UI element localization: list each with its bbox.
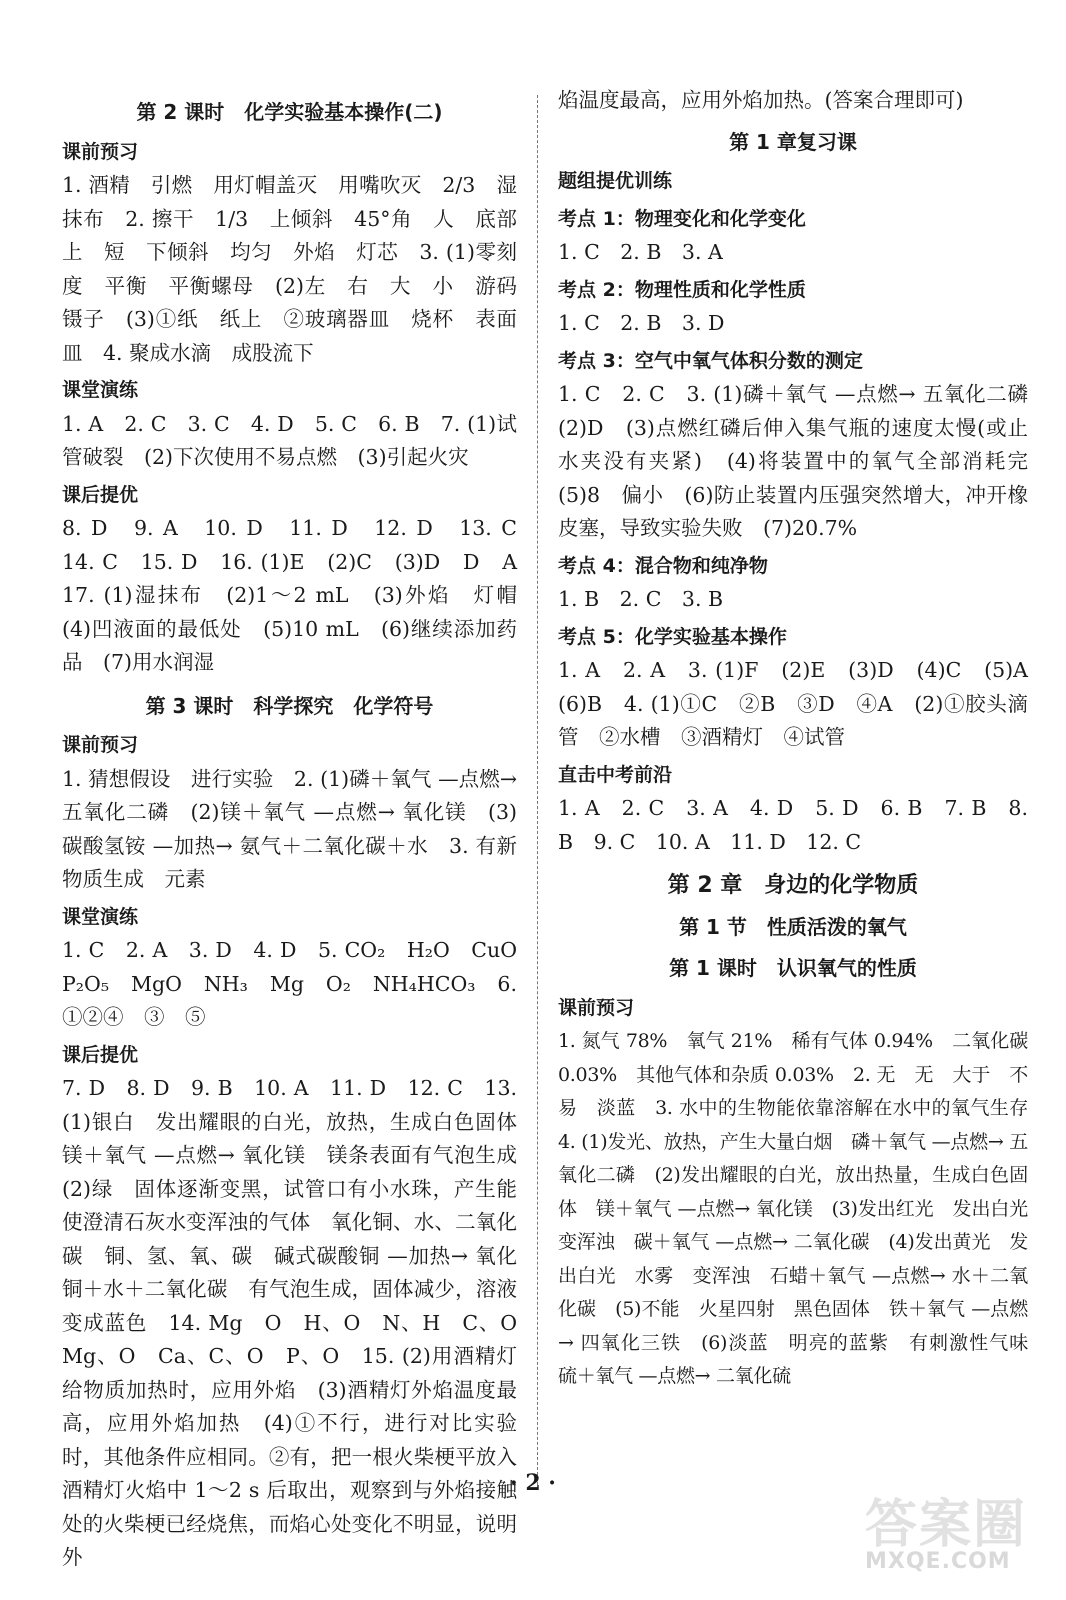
drill-label: 题组提优训练 — [558, 170, 673, 192]
lesson3-after-label: 课后提优 — [62, 1043, 139, 1066]
chapter-title: 第 2 章 身边的化学物质 — [667, 873, 919, 898]
exam-answers: 1. A 2. C 3. A 4. D 5. D 6. B 7. B 8. B 9. C 10. A 11. D 12. C — [558, 796, 1028, 854]
k3-label: 考点 3：空气中氧气体积分数的测定 — [558, 349, 863, 372]
page-number: · 2 · — [510, 1470, 556, 1496]
lesson2-after-answers: 8. D 9. A 10. D 11. D 12. D 13. C 14. C 15. D 16. (1)E (2)C (3)D D A 17. (1)湿抹布 (2)1～2 mL (3)外焰 灯帽 (4)凹液面的最低处 (5)10 mL (6)继续添加药品 (7)用水润湿 — [62, 516, 538, 674]
k1-label: 考点 1：物理变化和化学变化 — [558, 207, 806, 230]
watermark-main: 答案圈 — [865, 1495, 1028, 1555]
k1-answers: 1. C 2. B 3. A — [558, 240, 723, 264]
k4-answers: 1. B 2. C 3. B — [558, 587, 724, 611]
lesson2-after-label: 课后提优 — [62, 483, 139, 506]
oxygen-pre-label: 课前预习 — [558, 996, 635, 1019]
watermark-logo — [865, 1482, 1045, 1587]
k2-answers: 1. C 2. B 3. D — [558, 311, 725, 335]
column-divider — [537, 95, 538, 1490]
k3-answers: 1. C 2. C 3. (1)磷＋氧气 —点燃→ 五氧化二磷 (2)D (3)点燃红磷后伸入集气瓶的速度太慢(或止水夹没有夹紧) (4)将装置中的氧气全部消耗完 (5)8 偏小 (6)防止装置内压强突然增大，冲开橡皮塞，导致实验失败 (7)20.7% — [558, 382, 1049, 540]
lesson-title: 第 1 课时 认识氧气的性质 — [669, 956, 917, 980]
review-title: 第 1 章复习课 — [729, 129, 857, 154]
exam-label: 直击中考前沿 — [558, 763, 673, 786]
watermark-url: MXQE.COM — [865, 1549, 1011, 1574]
oxygen-pre-answers: 1. 氮气 78% 氧气 21% 稀有气体 0.94% 二氧化碳 0.03% 其他气体和杂质 0.03% 2. 无 无 大于 不易 淡蓝 3. 水中的生物能依靠溶解在水中的氧气生存 4. (1)发光、放热，产生大量白烟 磷＋氧气 —点燃→ 五氧化二磷 (2)发出耀眼的白光，放出热量，生成白色固体 镁＋氧气 —点燃→ 氧化镁 (3)发出红光 发出白光 变浑浊 碳＋氧气 —点燃→ 二氧化碳 (4)发出黄光 发出白光 水雾 变浑浊 石蜡＋氧气 —点燃→ 水＋二氧化碳 (5)不能 火星四射 黑色固体 铁＋氧气 —点燃→ 四氧化三铁 (6)淡蓝 明亮的蓝紫 有刺激性气味 硫＋氧气 —点燃→ 二氧化硫 — [558, 1030, 1047, 1387]
left-column — [62, 88, 538, 1575]
carry-over-text: 焰温度最高，应用外焰加热。(答案合理即可) — [558, 88, 964, 112]
k5-label: 考点 5：化学实验基本操作 — [558, 625, 787, 648]
lesson3-title: 第 3 课时 科学探究 化学符号 — [145, 693, 434, 718]
lesson2-class-label: 课堂演练 — [62, 379, 139, 401]
lesson3-after-answers: 7. D 8. D 9. B 10. A 11. D 12. C 13. (1)银白 发出耀眼的白光，放热，生成白色固体 镁＋氧气 —点燃→ 氧化镁 镁条表面有气泡生成 (2)绿 固体逐渐变黑，试管口有小水珠，产生能使澄清石灰水变浑浊的气体 氧化铜、水、二氧化碳 铜、氢、氧、碳 碱式碳酸铜 —加热→ 氧化铜＋水＋二氧化碳 有气泡生成，固体减少，溶液变成蓝色 14. Mg O H、O N、H C、O Mg、O Ca、C、O P、O 15. (2)用酒精灯给物质加热时，应用外焰 (3)酒精灯外焰温度最高，应用外焰加热 (4)①不行，进行对比实验时，其他条件应相同。②有，把一根火柴梗平放入酒精灯火焰中 1～2 s 后取出，观察到与外焰接触处的火柴梗已经烧焦，而焰心处变化不明显，说明外 — [62, 1076, 538, 1569]
lesson2-class-answers: 1. A 2. C 3. C 4. D 5. C 6. B 7. (1)试管破裂 (2)下次使用不易点燃 (3)引起火灾 — [62, 411, 517, 469]
right-column — [558, 84, 1049, 1394]
k5-answers: 1. A 2. A 3. (1)F (2)E (3)D (4)C (5)A (6)B 4. (1)①C ②B ③D ④A (2)①胶头滴管 ②水槽 ③酒精灯 ④试管 — [558, 658, 1049, 749]
lesson2-pre-label: 课前预习 — [62, 140, 139, 163]
lesson3-class-label: 课堂演练 — [62, 905, 139, 928]
lesson3-pre-label: 课前预习 — [62, 734, 139, 756]
lesson3-class-answers: 1. C 2. A 3. D 4. D 5. CO₂ H₂O CuO P₂O₅ MgO NH₃ Mg O₂ NH₄HCO₃ 6. ①②④ ③ ⑤ — [62, 938, 538, 1029]
k4-label: 考点 4：混合物和纯净物 — [558, 554, 768, 577]
lesson3-pre-answers: 1. 猜想假设 进行实验 2. (1)磷＋氧气 —点燃→ 五氧化二磷 (2)镁＋氧气 —点燃→ 氧化镁 (3)碳酸氢铵 —加热→ 氨气＋二氧化碳＋水 3. 有新物质生成 元素 — [62, 766, 517, 891]
lesson2-title: 第 2 课时 化学实验基本操作(二) — [136, 100, 443, 124]
section-title: 第 1 节 性质活泼的氧气 — [679, 914, 907, 939]
k2-label: 考点 2：物理性质和化学性质 — [558, 278, 806, 301]
lesson2-pre-answers: 1. 酒精 引燃 用灯帽盖灭 用嘴吹灭 2/3 湿抹布 2. 擦干 1/3 上倾斜 45°角 人 底部 上 短 下倾斜 均匀 外焰 灯芯 3. (1)零刻度 平衡 平衡螺母 (2)左 右 大 小 游码 镊子 (3)①纸 纸上 ②玻璃器皿 烧杯 表面皿 4. 聚成水滴 成股流下 — [62, 173, 538, 365]
